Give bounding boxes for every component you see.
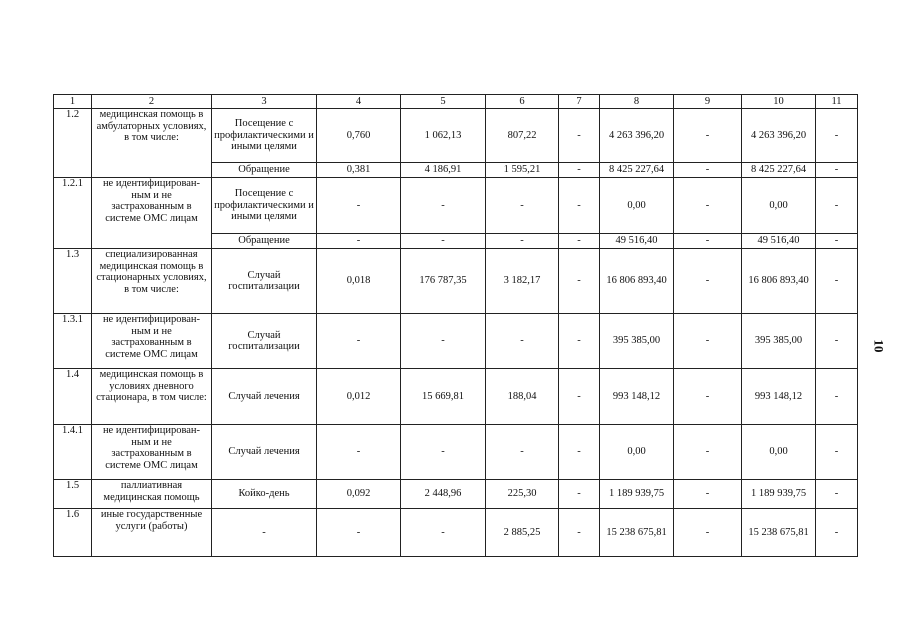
table-cell: 2 448,96	[401, 480, 486, 509]
table-cell: -	[816, 178, 858, 234]
table-cell: -	[674, 109, 742, 163]
row-name: паллиативная медицинская помощь	[92, 480, 212, 509]
col-header: 7	[559, 95, 600, 109]
table-cell: -	[674, 163, 742, 178]
table-cell: 8 425 227,64	[600, 163, 674, 178]
unit-cell: Посещение с профилактическими и иными целями	[212, 178, 317, 234]
row-number: 1.6	[54, 509, 92, 557]
table-cell: -	[401, 178, 486, 234]
header-row	[54, 95, 858, 109]
unit-cell: Случай госпитализации	[212, 249, 317, 314]
table-cell: -	[486, 178, 559, 234]
table-cell: 8 425 227,64	[742, 163, 816, 178]
table-cell: 0,092	[317, 480, 401, 509]
table-cell: 395 385,00	[742, 314, 816, 369]
table-cell: -	[317, 425, 401, 480]
row-name: не идентифицирован-ным и не застрахованным в системе ОМС лицам	[92, 425, 212, 480]
table-cell: 16 806 893,40	[742, 249, 816, 314]
row-number: 1.4.1	[54, 425, 92, 480]
col-header: 1	[54, 95, 92, 109]
table-row	[54, 425, 858, 480]
table-cell: -	[559, 480, 600, 509]
page-number: 10	[871, 339, 887, 353]
row-number: 1.4	[54, 369, 92, 425]
table-cell: -	[674, 234, 742, 249]
table-cell: -	[674, 178, 742, 234]
table-cell: -	[559, 109, 600, 163]
table-cell: -	[486, 234, 559, 249]
table-cell: 16 806 893,40	[600, 249, 674, 314]
col-header: 3	[212, 95, 317, 109]
table-cell: -	[317, 509, 401, 557]
col-header: 8	[600, 95, 674, 109]
table-cell: -	[317, 234, 401, 249]
table-cell: -	[486, 314, 559, 369]
table-cell: 188,04	[486, 369, 559, 425]
table-cell: -	[559, 163, 600, 178]
table-row	[54, 314, 858, 369]
table-cell: 1 062,13	[401, 109, 486, 163]
table-cell: -	[401, 314, 486, 369]
table-cell: -	[317, 178, 401, 234]
unit-cell: Посещение с профилактическими и иными целями	[212, 109, 317, 163]
unit-cell: Случай лечения	[212, 425, 317, 480]
table-cell: 807,22	[486, 109, 559, 163]
table-row	[54, 109, 858, 163]
table-cell: 15 238 675,81	[600, 509, 674, 557]
table-cell: 1 595,21	[486, 163, 559, 178]
table-cell: -	[401, 234, 486, 249]
table-cell: -	[674, 314, 742, 369]
table-cell: 225,30	[486, 480, 559, 509]
table-cell: 2 885,25	[486, 509, 559, 557]
table-cell: -	[401, 509, 486, 557]
table-cell: 4 186,91	[401, 163, 486, 178]
table-row	[54, 509, 858, 557]
table-cell: -	[816, 109, 858, 163]
table-cell: 993 148,12	[600, 369, 674, 425]
row-number: 1.3	[54, 249, 92, 314]
row-number: 1.3.1	[54, 314, 92, 369]
table-cell: 4 263 396,20	[600, 109, 674, 163]
table-cell: -	[816, 163, 858, 178]
row-name: не идентифицирован-ным и не застрахованным в системе ОМС лицам	[92, 314, 212, 369]
table-cell: -	[559, 509, 600, 557]
table-cell: 4 263 396,20	[742, 109, 816, 163]
table-cell: 49 516,40	[600, 234, 674, 249]
col-header: 5	[401, 95, 486, 109]
col-header: 10	[742, 95, 816, 109]
col-header: 6	[486, 95, 559, 109]
table-cell: -	[816, 480, 858, 509]
table-cell: -	[486, 425, 559, 480]
unit-cell: Обращение	[212, 234, 317, 249]
table-cell: -	[559, 369, 600, 425]
table-cell: 0,00	[742, 178, 816, 234]
row-name: специализированная медицинская помощь в стационарных условиях, в том числе:	[92, 249, 212, 314]
table-cell: 3 182,17	[486, 249, 559, 314]
table-cell: -	[559, 234, 600, 249]
tariff-table	[53, 94, 858, 557]
table-cell: -	[816, 425, 858, 480]
table-cell: -	[317, 314, 401, 369]
table-cell: -	[816, 369, 858, 425]
table-cell: -	[816, 509, 858, 557]
table-cell: -	[816, 314, 858, 369]
table-cell: 0,012	[317, 369, 401, 425]
row-name: медицинская помощь в амбулаторных условиях, в том числе:	[92, 109, 212, 178]
table-cell: 0,00	[742, 425, 816, 480]
table-cell: 49 516,40	[742, 234, 816, 249]
table-cell: 1 189 939,75	[742, 480, 816, 509]
table-row	[54, 249, 858, 314]
table-cell: -	[559, 178, 600, 234]
col-header: 11	[816, 95, 858, 109]
table-cell: -	[674, 425, 742, 480]
table-cell: 0,760	[317, 109, 401, 163]
table-cell: -	[816, 249, 858, 314]
table-cell: 0,00	[600, 178, 674, 234]
table-cell: -	[674, 509, 742, 557]
table-cell: -	[559, 425, 600, 480]
row-number: 1.5	[54, 480, 92, 509]
table-cell: 395 385,00	[600, 314, 674, 369]
row-name: не идентифицирован-ным и не застрахованным в системе ОМС лицам	[92, 178, 212, 249]
unit-cell: Случай госпитализации	[212, 314, 317, 369]
table-cell: 0,018	[317, 249, 401, 314]
col-header: 9	[674, 95, 742, 109]
col-header: 4	[317, 95, 401, 109]
table-cell: 0,00	[600, 425, 674, 480]
table-cell: -	[674, 249, 742, 314]
table-cell: -	[674, 480, 742, 509]
row-number: 1.2.1	[54, 178, 92, 249]
table-cell: -	[401, 425, 486, 480]
table-row	[54, 369, 858, 425]
unit-cell: Койко-день	[212, 480, 317, 509]
col-header: 2	[92, 95, 212, 109]
table-cell: -	[559, 314, 600, 369]
unit-cell: Обращение	[212, 163, 317, 178]
row-name: иные государственные услуги (работы)	[92, 509, 212, 557]
table-cell: 0,381	[317, 163, 401, 178]
table-cell: 15 238 675,81	[742, 509, 816, 557]
table-cell: 15 669,81	[401, 369, 486, 425]
unit-cell: -	[212, 509, 317, 557]
table-cell: 993 148,12	[742, 369, 816, 425]
table-cell: -	[674, 369, 742, 425]
table-cell: -	[559, 249, 600, 314]
unit-cell: Случай лечения	[212, 369, 317, 425]
table-cell: -	[816, 234, 858, 249]
table-cell: 1 189 939,75	[600, 480, 674, 509]
table-cell: 176 787,35	[401, 249, 486, 314]
table-row	[54, 480, 858, 509]
table-row	[54, 178, 858, 234]
row-name: медицинская помощь в условиях дневного стационара, в том числе:	[92, 369, 212, 425]
row-number: 1.2	[54, 109, 92, 178]
